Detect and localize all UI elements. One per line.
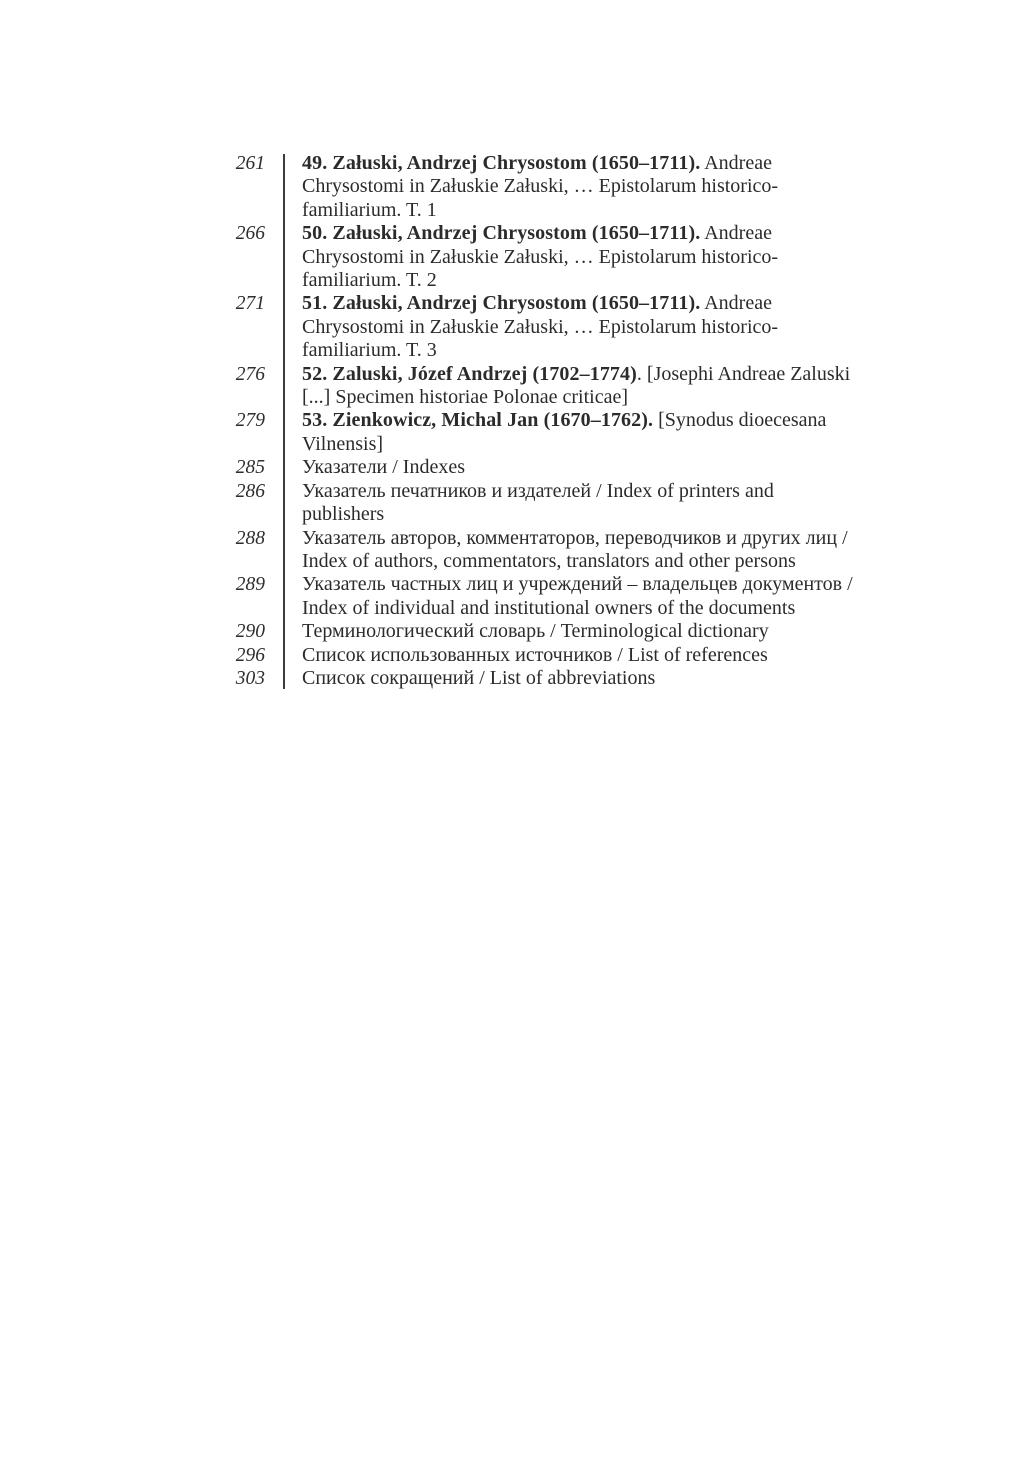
toc-entry-text — [283, 644, 856, 667]
toc-entry — [200, 620, 856, 643]
toc-entry-text — [283, 573, 856, 620]
toc-page-number: 286 — [235, 480, 265, 502]
toc-entry-rest: Andreae Chrysostomi in Załuskie Załuski, … Epistolarum historico-familiarium. T. 2 — [302, 222, 779, 292]
toc-entry-text — [283, 152, 856, 222]
toc-entry-text — [283, 527, 856, 574]
toc-entry-text — [283, 409, 856, 456]
toc-entry-rest: Терминологический словарь / Terminological dictionary — [302, 620, 769, 643]
toc-entry-rest: Andreae Chrysostomi in Załuskie Załuski, … Epistolarum historico-familiarium. T. 3 — [302, 292, 779, 362]
toc-entry-title: 51. Załuski, Andrzej Chrysostom (1650–1711). — [302, 292, 701, 315]
toc-entry-title: 50. Załuski, Andrzej Chrysostom (1650–1711). — [302, 222, 701, 245]
toc-entry — [200, 644, 856, 667]
toc-entry-title: 52. Zaluski, Józef Andrzej (1702–1774) — [302, 362, 637, 385]
toc-entry — [200, 409, 856, 456]
toc-page-number: 285 — [235, 457, 265, 479]
toc-entry-text — [283, 667, 856, 690]
toc-page-number: 296 — [235, 644, 265, 666]
toc-entry — [200, 573, 856, 620]
toc-page-number: 303 — [235, 667, 265, 689]
toc-entry-rest: Указатель печатников и издателей / Index of printers and publishers — [302, 479, 774, 526]
toc-entry — [200, 363, 856, 410]
toc-entry-rest: . [Josephi Andreae Zaluski [...] Specimen historiae Polonae criticae] — [302, 362, 851, 409]
toc-entry-rest: [Synodus dioecesana Vilnensis] — [302, 409, 827, 455]
toc-entry-title: 49. Załuski, Andrzej Chrysostom (1650–1711). — [302, 152, 701, 174]
toc-entry-rest: Указатель частных лиц и учреждений – владельцев документов / Index of individual and institutional owners of the documents — [302, 573, 853, 619]
toc-entry — [200, 456, 856, 479]
toc-entry — [200, 667, 856, 690]
toc-entry — [200, 222, 856, 292]
vertical-rule — [283, 154, 285, 689]
toc-entry-title: 53. Zienkowicz, Michal Jan (1670–1762). — [302, 409, 654, 432]
toc-entry — [200, 292, 856, 362]
toc-entry — [200, 152, 856, 222]
toc-entry-text — [283, 480, 856, 527]
toc-entry-rest: Указатели / Indexes — [302, 456, 466, 479]
toc-entry-text — [283, 222, 856, 292]
toc-entry-text — [283, 456, 856, 479]
toc-page-number: 266 — [235, 223, 265, 245]
toc-entry-rest: Список использованных источников / List of references — [302, 643, 768, 666]
toc-page-number: 261 — [235, 153, 265, 174]
toc-entry-rest: Andreae Chrysostomi in Załuskie Załuski, … Epistolarum historico-familiarium. T. 1 — [302, 152, 779, 221]
toc-page-number: 288 — [235, 527, 265, 549]
toc-entry-rest: Список сокращений / List of abbreviations — [302, 666, 656, 689]
toc-entry — [200, 527, 856, 574]
toc-page-number: 290 — [235, 621, 265, 643]
toc-entry-text — [283, 620, 856, 643]
toc-entry-text — [283, 292, 856, 362]
toc-list — [200, 152, 856, 690]
toc-entry-text — [283, 363, 856, 410]
toc-page-number: 289 — [235, 574, 265, 596]
toc-entry — [200, 480, 856, 527]
toc-page-number: 271 — [235, 293, 265, 315]
toc-page-number: 276 — [235, 363, 265, 385]
toc-entry-rest: Указатель авторов, комментаторов, переводчиков и других лиц / Index of authors, commentators, translators and other persons — [302, 526, 848, 572]
toc-page-number: 279 — [235, 410, 265, 432]
